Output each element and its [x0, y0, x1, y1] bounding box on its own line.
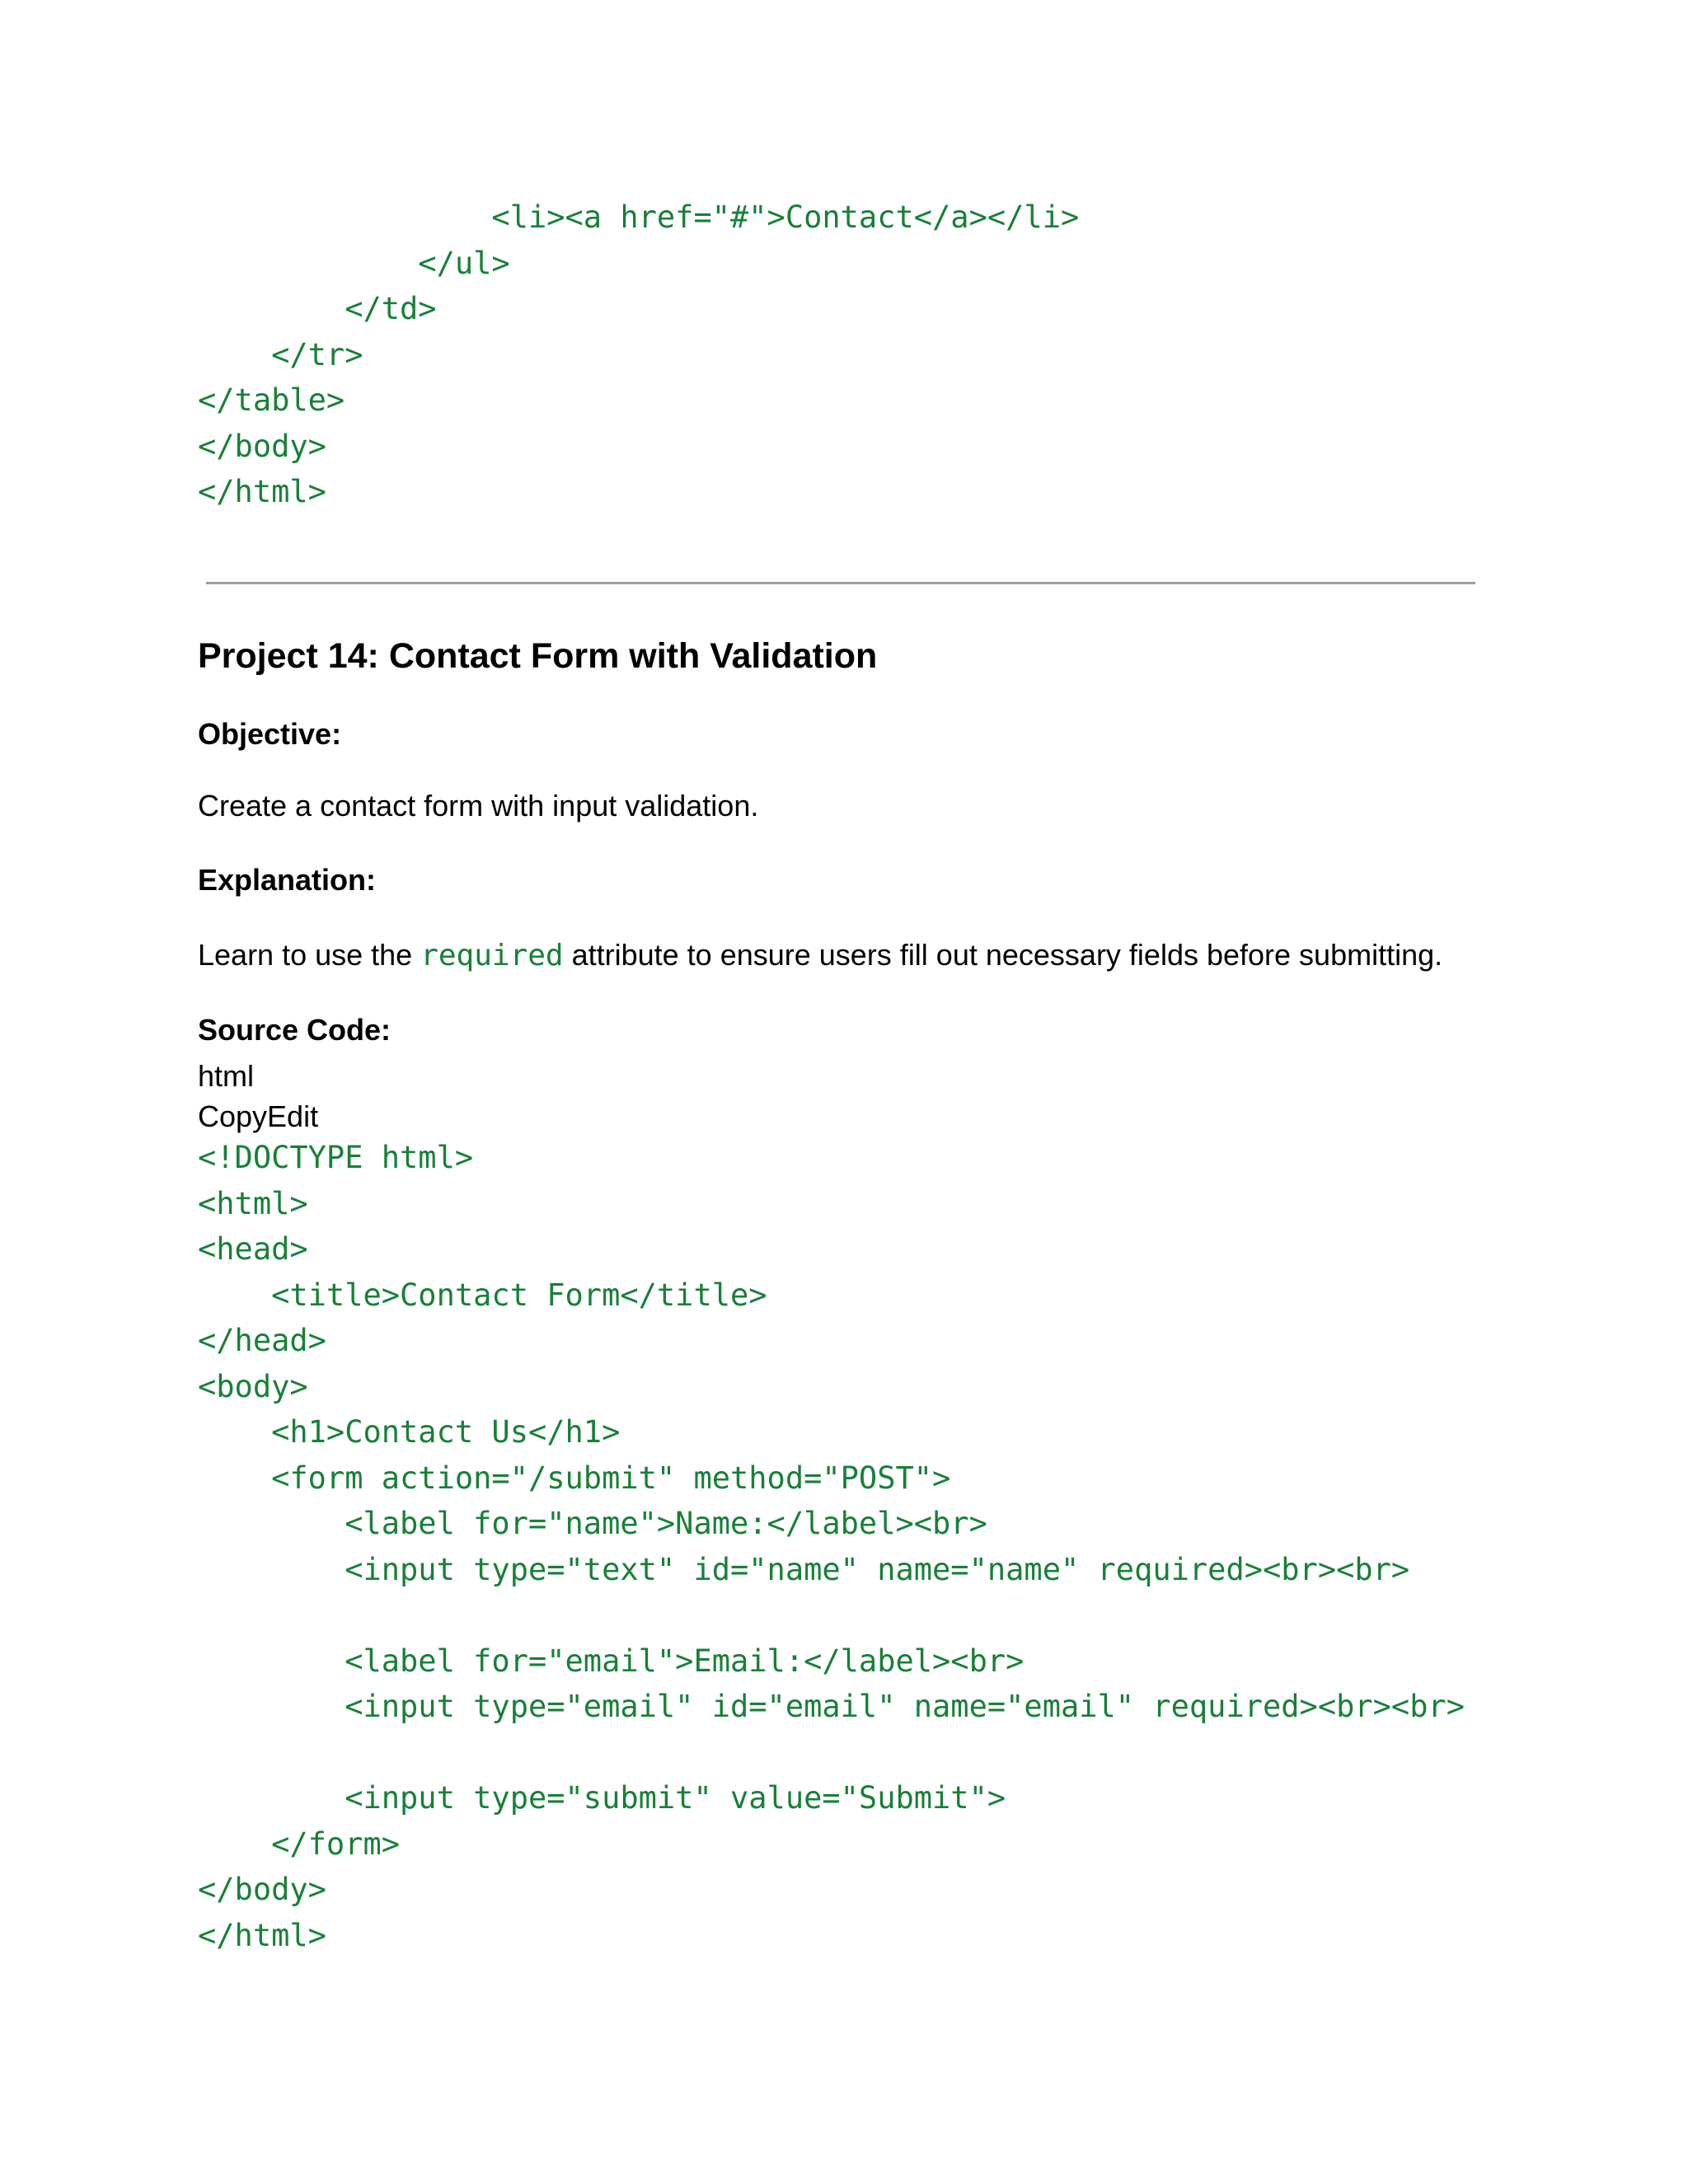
explanation-label: Explanation: [198, 863, 377, 897]
project-title: Project 14: Contact Form with Validation [198, 636, 878, 676]
code-line: <input type="submit" value="Submit"> [198, 1780, 1006, 1816]
code-line: </form> [198, 1825, 401, 1862]
code-block-previous-project [198, 194, 1079, 515]
copy-edit-label[interactable]: CopyEdit [198, 1099, 319, 1133]
code-line: </tr> [198, 336, 363, 373]
explanation-text-after: attribute to ensure users fill out necessary fields before submitting. [563, 938, 1443, 972]
code-line: <head> [198, 1231, 308, 1267]
code-line: <html> [198, 1185, 308, 1221]
code-line: <body> [198, 1368, 308, 1404]
code-line: </table> [198, 382, 345, 418]
inline-code-required: required [420, 939, 564, 972]
objective-label: Objective: [198, 717, 342, 751]
code-line: <form action="/submit" method="POST"> [198, 1460, 951, 1496]
code-line-blank [198, 1592, 1465, 1638]
code-line: </html> [198, 474, 326, 509]
code-line-blank [198, 1730, 1465, 1776]
code-line: </head> [198, 1323, 326, 1358]
code-language-label: html [198, 1059, 255, 1093]
code-line: <input type="text" id="name" name="name" required><br><br> [198, 1551, 1410, 1587]
code-line: </ul> [198, 245, 510, 281]
explanation-text [198, 936, 1442, 975]
code-line: <label for="name">Name:</label><br> [198, 1506, 987, 1541]
explanation-text-before: Learn to use the [198, 938, 421, 972]
source-code-label: Source Code: [198, 1013, 392, 1047]
code-line: </body> [198, 428, 326, 464]
code-line: <title>Contact Form</title> [198, 1277, 767, 1313]
code-line: </body> [198, 1872, 326, 1907]
code-line: <li><a href="#">Contact</a></li> [198, 199, 1080, 235]
code-line: <label for="email">Email:</label><br> [198, 1643, 1025, 1679]
code-line: <input type="email" id="email" name="email" required><br><br> [198, 1689, 1465, 1724]
code-block-source [198, 1135, 1465, 1958]
objective-text: Create a contact form with input validation. [198, 789, 759, 823]
code-line: </html> [198, 1917, 326, 1953]
code-line: <h1>Contact Us</h1> [198, 1414, 621, 1450]
horizontal-divider [206, 582, 1475, 584]
code-line: <!DOCTYPE html> [198, 1140, 474, 1175]
code-line: </td> [198, 291, 437, 326]
